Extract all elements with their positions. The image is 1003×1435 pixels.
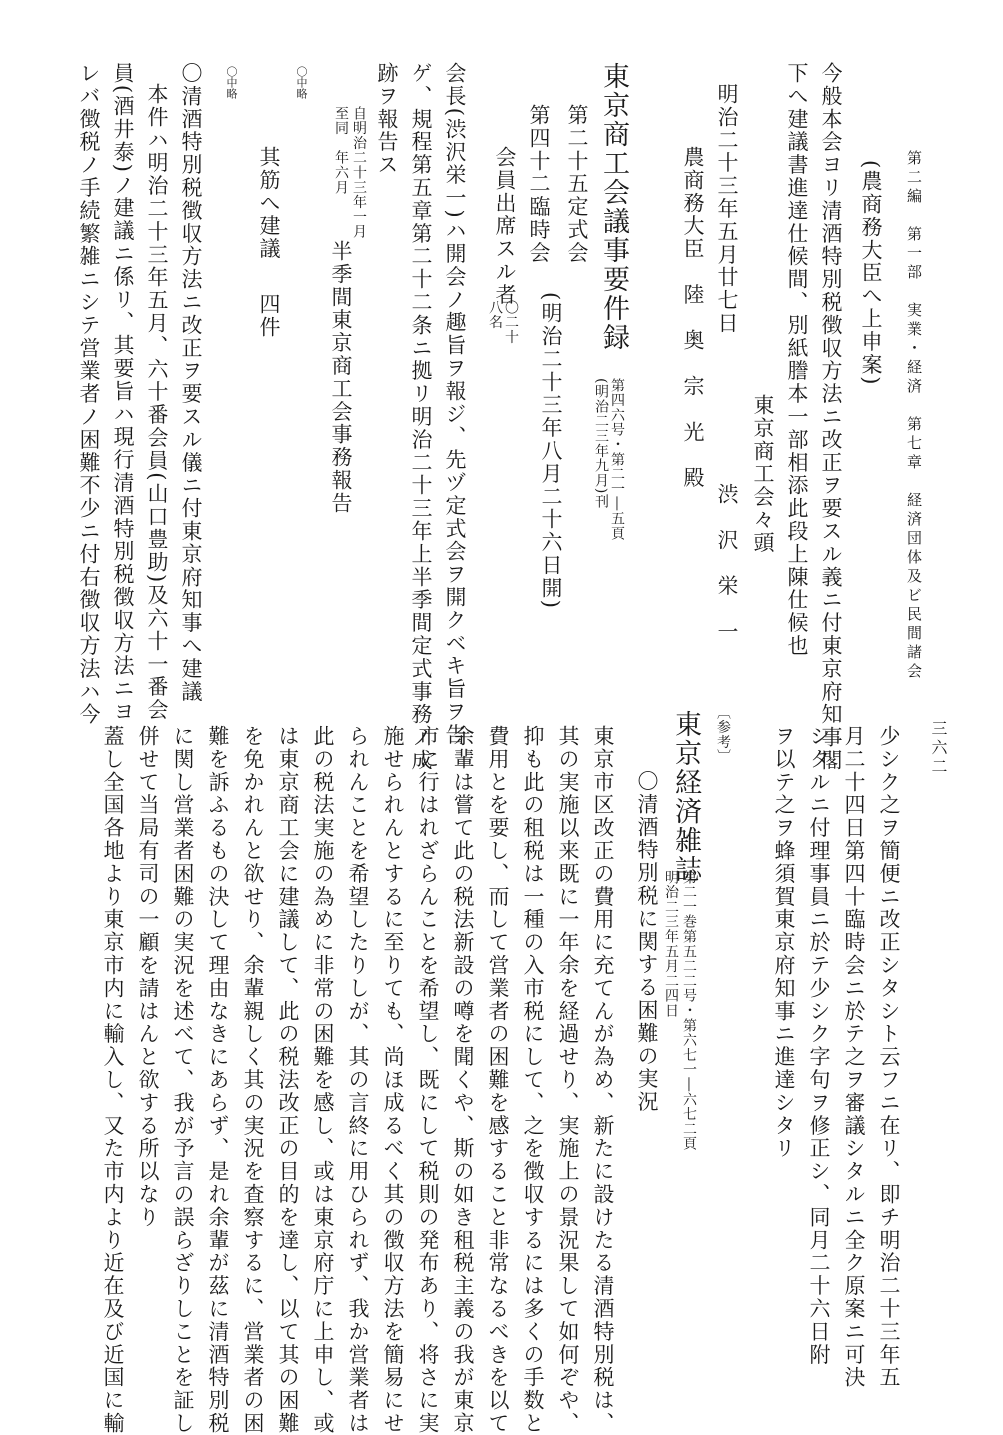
article-line: 蓋し全国各地より東京市内に輸入し、又た市内より近在及び近国に輸 [101,725,125,1435]
article-line: に関し営業者困難の実況を述べて、我が予言の誤らざりしことを証し [171,725,195,1435]
letter-date: 明治二十三年五月廿七日 [715,83,739,335]
session-date: (明治二十三年八月二十六日開) [539,292,563,610]
sender-title: 東京商工会々頭 [751,394,775,555]
article-line: 此の税法実施の為めに非常の困難を感し、或は東京府庁に上申し、或 [311,725,335,1435]
article-line: 東京市区改正の費用に充てんが為め、新たに設けたる清酒特別税は、 [591,725,615,1435]
paragraph-line: 跡ヲ報告ス [375,62,399,177]
upper-body-line: 下へ建議書進達仕候間、別紙謄本一部相添此段上陳仕候也 [785,62,809,658]
omission-mark: 〇中略 [295,66,308,99]
paragraph-line: 会長(渋沢栄一)ハ開会ノ趣旨ヲ報ジ、先ヅ定式会ヲ開クベキ旨ヲ告 [443,62,467,747]
reference-note: 明治二三年五月二四日 [663,870,679,1018]
paragraph-line: ゲ、規程第五章第二十二条ニ拠リ明治二十三年上半季間定式事務ノ成 [409,62,433,772]
article-line: 施せられんとするに至りても、尚ほ成るべく其の徴収方法を簡易にせ [381,725,405,1435]
page-number: 三六二 [929,720,948,777]
source-title: 東京商工会議事要件録 [598,62,629,352]
period-line: 自明治二十三年一月 [351,106,367,240]
running-head: 第二編 第一部 実業・経済 第七章 経済団体及ビ民間諸会 [905,150,923,682]
lower-body-line: 少シク之ヲ簡便ニ改正シタシト云フニ在リ、即チ明治二十三年五 [877,725,901,1390]
report-title: 半季間東京商工会事務報告 [329,240,353,515]
upper-body-line: 今般本会ヨリ清酒特別税徴収方法ニ改正ヲ要スル義ニ付東京府知事閣 [819,62,843,772]
session-heading: 第二十五定式会 [565,104,589,265]
heading-petition: (農商務大臣へ上申案) [859,160,883,387]
article-line: 抑も此の租税は一種の入市税にして、之を徴収するには多くの手数と [521,725,545,1435]
lower-body-line: 月二十四日第四十臨時会ニ於テ之ヲ審議シタルニ全ク原案ニ可決 [842,725,866,1390]
reference-label: 〔参考〕 [715,705,731,765]
paragraph-line: 員(酒井泰)ノ建議ニ係リ、其要旨ハ現行清酒特別税徴収方法ニヨ [111,62,135,724]
proposals-count: 四件 [257,293,281,339]
paragraph-line: 〇清酒特別税徴収方法ニ改正ヲ要スル儀ニ付東京府知事へ建議 [179,62,203,704]
lower-body-line: シタルニ付理事員ニ於テ少シク字句ヲ修正シ、同月二十六日附 [807,725,831,1367]
addressee: 農商務大臣 陸 奥 宗 光 殿 [681,146,705,490]
attendance-count: 八名 [487,300,503,330]
article-line: 難を訴ふるもの決して理由なきにあらず、是れ余輩が茲に清酒特別税 [206,725,230,1435]
session-heading: 第四十二臨時会 [527,104,551,265]
source-note: 第四六号・第二一―五頁 [609,378,625,541]
attendance-label: 会員出席スル者 [493,146,517,307]
omission-mark: 〇中略 [225,66,238,99]
paragraph-line: 本件ハ明治二十三年五月、六十番会員(山口豊助)及六十一番会 [145,83,169,722]
lower-body-line: ヲ以テ之ヲ蜂須賀東京府知事ニ進達シタリ [772,725,796,1161]
article-title: 〇清酒特別税に関する困難の実況 [635,770,659,1114]
sender-name: 渋 沢 栄 一 [715,483,739,644]
article-line: 併せて当局有司の一顧を請はんと欲する所以なり [136,725,160,1229]
article-line: は東京商工会に建議して、此の税法改正の目的を達し、以て其の困難 [276,725,300,1435]
period-line: 至同 年六月 [333,106,349,195]
paragraph-line: レバ徴税ノ手続繁雑ニシテ営業者ノ困難不少ニ付右徴収方法ハ今 [77,62,101,727]
reference-title: 東京経済雑誌 [670,710,701,884]
article-line: 其の実施以来既に一年余を経過せり、実施上の景況果して如何ぞや、 [556,725,580,1435]
article-line: 余輩は嘗て此の税法新設の噂を聞くや、斯の如き租税主義の我が東京 [451,725,475,1435]
proposals-label: 其筋へ建議 [257,146,281,261]
article-line: 市に行はれざらんことを希望し、既にして税則の発布あり、将さに実 [416,725,440,1435]
article-line: られんことを希望したりしが、其の言終に用ひられず、我か営業者は [346,725,370,1435]
article-line: を免かれんと欲せり、余輩親しく其の実況を査察するに、営業者の困 [241,725,265,1435]
article-line: 費用とを要し、而して営業者の困難を感すること非常なるべきを以て [486,725,510,1435]
attendance-count: 〇二十 [503,300,519,345]
source-note: (明治二三年九月)刊 [593,378,609,509]
reference-note: 第二一巻第五二二号・第六七一―六七二頁 [681,870,697,1152]
